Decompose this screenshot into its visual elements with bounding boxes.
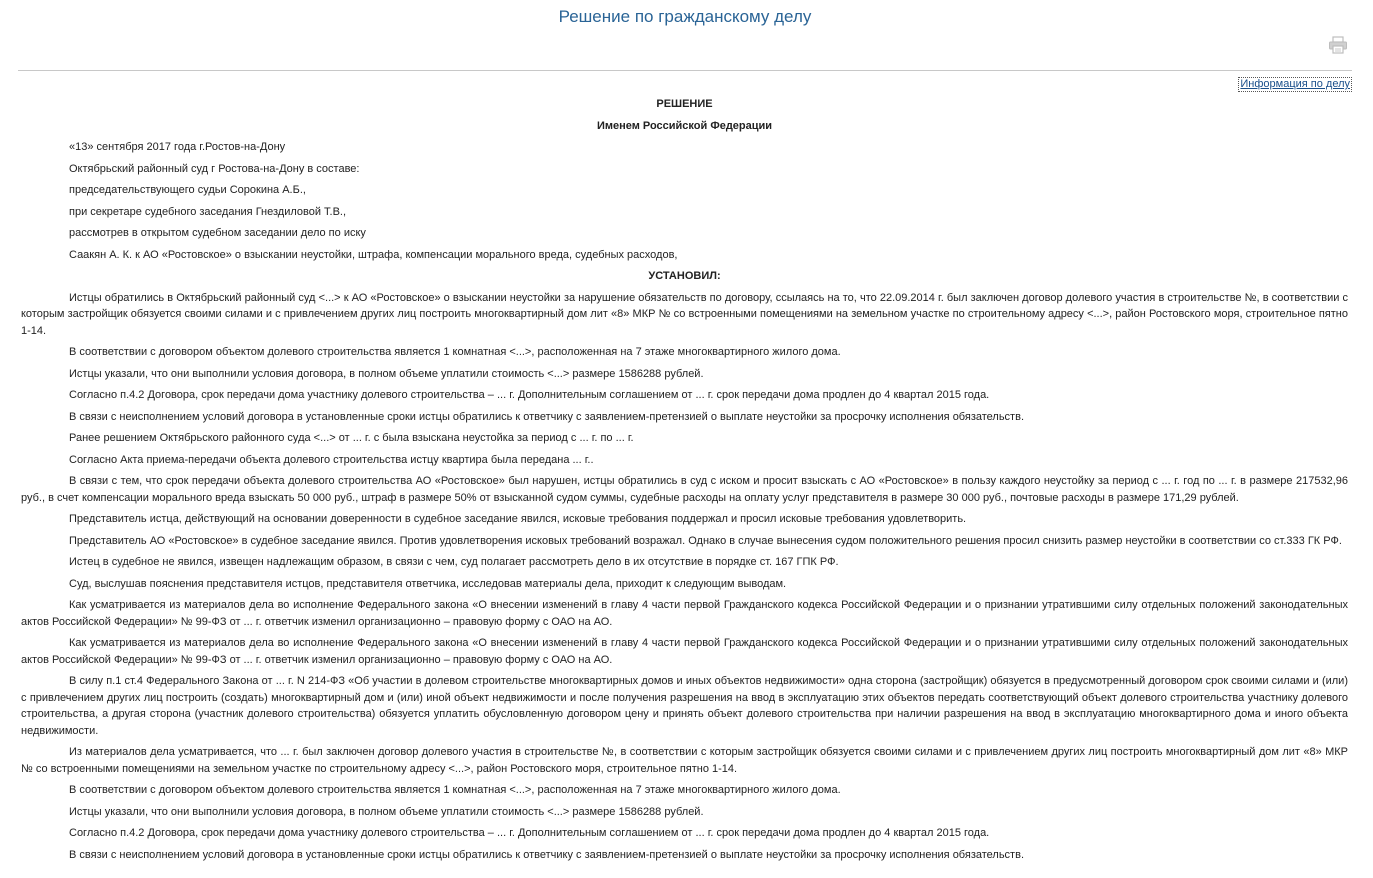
- intro-line: при секретаре судебного заседания Гнездиловой Т.В.,: [69, 205, 347, 218]
- body-paragraph: В силу п.1 ст.4 Федерального Закона от ... г. N 214-ФЗ «Об участии в долевом строительстве многоквартирных домов и иных объектов недвижимости» одна сторона (застройщик) обязуется в предусмотренный договором срок своими силами и (или) с привлечением других лиц построить (создать) многоквартирный дом и (или) иной объект недвижимости и после получения разрешения на ввод в эксплуатацию этих объектов передать соответствующий объект долевого строительства участнику долевого строительства, а другая сторона (участник долевого строительства) обязуется уплатить обусловленную договором цену и принять объект долевого строительства при наличии разрешения на ввод в эксплуатацию многоквартирного дома и иного объекта недвижимости.: [21, 675, 1348, 737]
- header-divider: [18, 70, 1352, 71]
- body-paragraph: Истец в судебное не явился, извещен надлежащим образом, в связи с чем, суд полагает рассмотреть дело в их отсутствие в порядке ст. 167 ГПК РФ.: [69, 556, 839, 568]
- intro-line: «13» сентября 2017 года г.Ростов-на-Дону: [69, 141, 286, 153]
- body-paragraph: Истцы указали, что они выполнили условия договора, в полном объеме уплатили стоимость <...> размере 1586288 рублей.: [69, 367, 704, 380]
- case-info-link[interactable]: Информация по делу: [1240, 78, 1350, 90]
- page-title: Решение по гражданскому делу: [558, 7, 812, 26]
- document-subheading: Именем Российской Федерации: [596, 119, 773, 132]
- body-paragraph: Суд, выслушав пояснения представителя истцов, представителя ответчика, исследовав материалы дела, приходит к следующим выводам.: [69, 577, 787, 590]
- body-paragraph: В соответствии с договором объектом долевого строительства является 1 комнатная <...>, расположенная на 7 этаже многоквартирного жилого дома.: [69, 784, 841, 796]
- intro-line: рассмотрев в открытом судебном заседании дело по иску: [69, 227, 366, 239]
- body-paragraph: Представитель АО «Ростовское» в судебное заседание явился. Против удовлетворения исковых требований возражал. Однако в случае вынесения судом положительного решения просил снизить размер неустойки в соответствии со ст.333 ГК РФ.: [69, 534, 1342, 547]
- body-paragraph: В связи с неисполнением условий договора в установленные сроки истцы обратились к ответчику с заявлением-претензией о выплате неустойки за просрочку исполнения обязательств.: [69, 410, 1024, 423]
- print-button[interactable]: [1328, 36, 1348, 54]
- printer-icon: [1328, 36, 1348, 54]
- body-paragraph: В связи с неисполнением условий договора в установленные сроки истцы обратились к ответчику с заявлением-претензией о выплате неустойки за просрочку исполнения обязательств.: [69, 848, 1024, 861]
- intro-line: Саакян А. К. к АО «Ростовское» о взыскании неустойки, штрафа, компенсации морального вреда, судебных расходов,: [69, 248, 678, 261]
- body-paragraph: Истцы обратились в Октябрьский районный суд <...> к АО «Ростовское» о взыскании неустойки за нарушение обязательств по договору, ссылаясь на то, что 22.09.2014 г. был заключен договор долевого участия в строительстве №, в соответствии с которым застройщик обязуется своими силами и с привлечением других лиц построить многоквартирный дом лит «8» МКР № со встроенными помещениями на земельном участке по строительному адресу <...>, район Ростовского моря, строительное пятно 1-14.: [21, 291, 1348, 337]
- body-paragraph: Как усматривается из материалов дела во исполнение Федерального закона «О внесении изменений в главу 4 части первой Гражданского кодекса Российской Федерации и о признании утратившими силу отдельных положений законодательных актов Российской Федерации» № 99-ФЗ от ... г. ответчик изменил организационно – правовую форму с ОАО на АО.: [21, 637, 1348, 666]
- intro-line: председательствующего судьи Сорокина А.Б.,: [69, 184, 306, 196]
- body-paragraph: Ранее решением Октябрьского районного суда <...> от ... г. с была взыскана неустойка за период с ... г. по ... г.: [69, 432, 634, 444]
- document-heading: РЕШЕНИЕ: [656, 98, 713, 110]
- decision-document: [21, 96, 1348, 868]
- body-paragraph: Как усматривается из материалов дела во исполнение Федерального закона «О внесении изменений в главу 4 части первой Гражданского кодекса Российской Федерации и о признании утратившими силу отдельных положений законодательных актов Российской Федерации» № 99-ФЗ от ... г. ответчик изменил организационно – правовую форму с ОАО на АО.: [21, 599, 1348, 628]
- body-paragraph: В связи с тем, что срок передачи объекта долевого строительства АО «Ростовское» был нарушен, истцы обратились в суд с иском и просит взыскать с АО «Ростовское» в пользу каждого неустойку за период с ... г. год по ... г. в размере 217532,96 руб., в счет компенсации морального вреда взыскать 50 000 руб., штраф в размере 50% от взысканной судом суммы, судебные расходы на оплату услуг представителя в размере 30 000 руб., почтовые расходы в размере 171,29 рублей.: [21, 475, 1348, 504]
- intro-block: [21, 139, 1348, 263]
- body-paragraph: В соответствии с договором объектом долевого строительства является 1 комнатная <...>, расположенная на 7 этаже многоквартирного жилого дома.: [69, 346, 841, 358]
- established-heading: УСТАНОВИЛ:: [648, 270, 721, 282]
- body-paragraph: Представитель истца, действующий на основании доверенности в судебное заседание явился, исковые требования поддержал и просил исковые требования удовлетворить.: [69, 513, 967, 525]
- body-paragraph: Из материалов дела усматривается, что ... г. был заключен договор долевого участия в строительстве №, в соответствии с которым застройщик обязуется своими силами и с привлечением других лиц построить многоквартирный дом лит «8» МКР № со встроенными помещениями на земельном участке по строительному адресу <...>, район Ростовского моря, строительное пятно 1-14.: [21, 746, 1348, 775]
- body-paragraph: Согласно Акта приема-передачи объекта долевого строительства истцу квартира была передана ... г..: [69, 453, 594, 466]
- body-paragraph: Согласно п.4.2 Договора, срок передачи дома участнику долевого строительства – ... г. Дополнительным соглашением от ... г. срок передачи дома продлен до 4 квартал 2015 года.: [69, 389, 990, 401]
- intro-line: Октябрьский районный суд г Ростова-на-Дону в составе:: [69, 162, 360, 175]
- body-paragraph: Истцы указали, что они выполнили условия договора, в полном объеме уплатили стоимость <...> размере 1586288 рублей.: [69, 805, 704, 818]
- body-paragraph: Согласно п.4.2 Договора, срок передачи дома участнику долевого строительства – ... г. Дополнительным соглашением от ... г. срок передачи дома продлен до 4 квартал 2015 года.: [69, 827, 990, 839]
- document-body: [21, 290, 1348, 864]
